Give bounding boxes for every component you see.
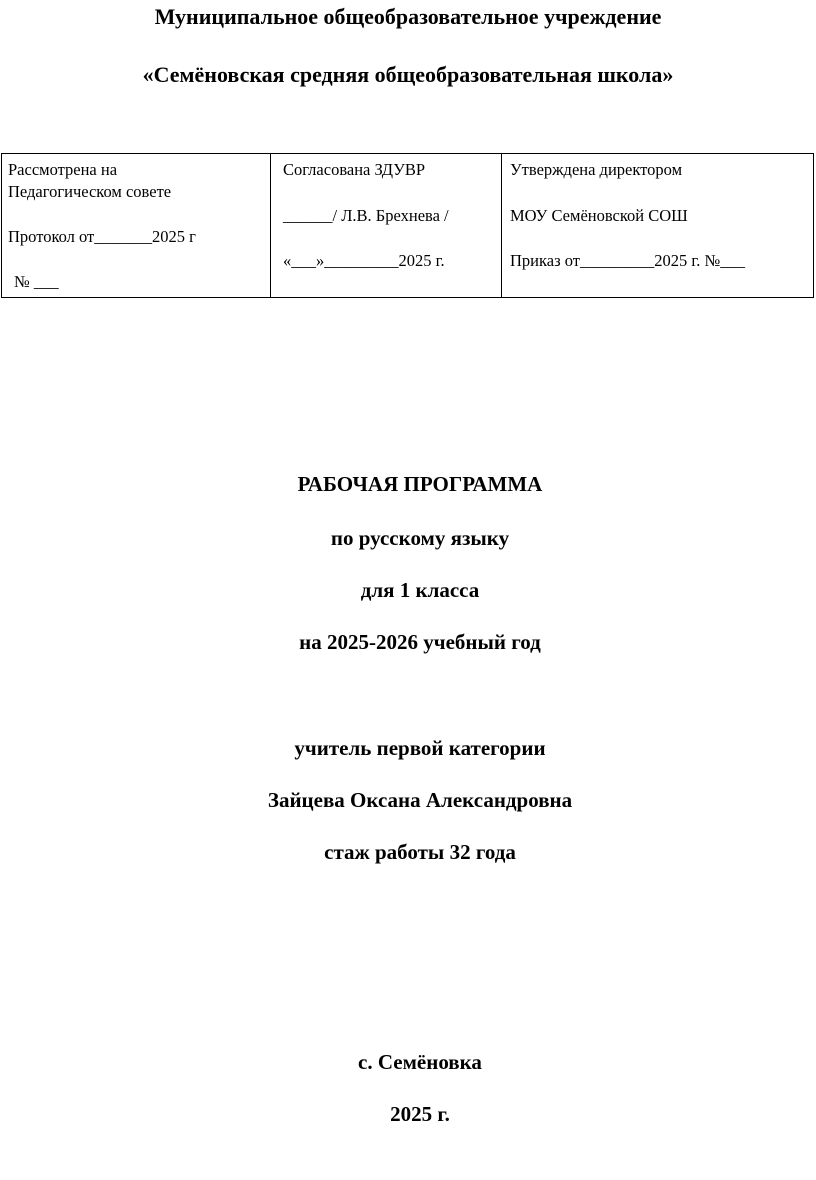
- program-subject: по русскому языку: [330, 526, 510, 550]
- approval-cell-agreed: [271, 154, 502, 298]
- council-line-1: Рассмотрена на: [8, 160, 118, 179]
- teacher-experience: стаж работы 32 года: [324, 840, 516, 864]
- agreed-line-1: Согласована ЗДУВР: [283, 160, 426, 179]
- approval-table: [1, 153, 814, 298]
- agreed-signature: ______/ Л.В. Брехнева /: [283, 206, 449, 225]
- approved-line-2: МОУ Семёновской СОШ: [510, 206, 688, 225]
- agreed-date: «___»_________2025 г.: [283, 251, 445, 270]
- header-line-2: «Семёновская средняя общеобразовательная школа»: [142, 62, 674, 87]
- approval-cell-approved: [502, 154, 814, 298]
- approved-order: Приказ от_________2025 г. №___: [510, 251, 745, 270]
- approved-line-1: Утверждена директором: [510, 160, 683, 179]
- teacher-category: учитель первой категории: [294, 736, 546, 760]
- program-year: на 2025-2026 учебный год: [299, 630, 541, 654]
- council-protocol: Протокол от_______2025 г: [8, 227, 196, 246]
- teacher-name: Зайцева Оксана Александровна: [267, 788, 573, 812]
- council-number: № ___: [14, 272, 59, 291]
- council-line-2: Педагогическом совете: [8, 182, 172, 201]
- footer-place: с. Семёновка: [358, 1050, 482, 1074]
- header-line-1: Муниципальное общеобразовательное учреждение: [154, 4, 662, 29]
- program-title: РАБОЧАЯ ПРОГРАММА: [297, 472, 543, 496]
- program-grade: для 1 класса: [360, 578, 480, 602]
- approval-cell-council: [2, 154, 271, 298]
- footer-year: 2025 г.: [390, 1102, 450, 1126]
